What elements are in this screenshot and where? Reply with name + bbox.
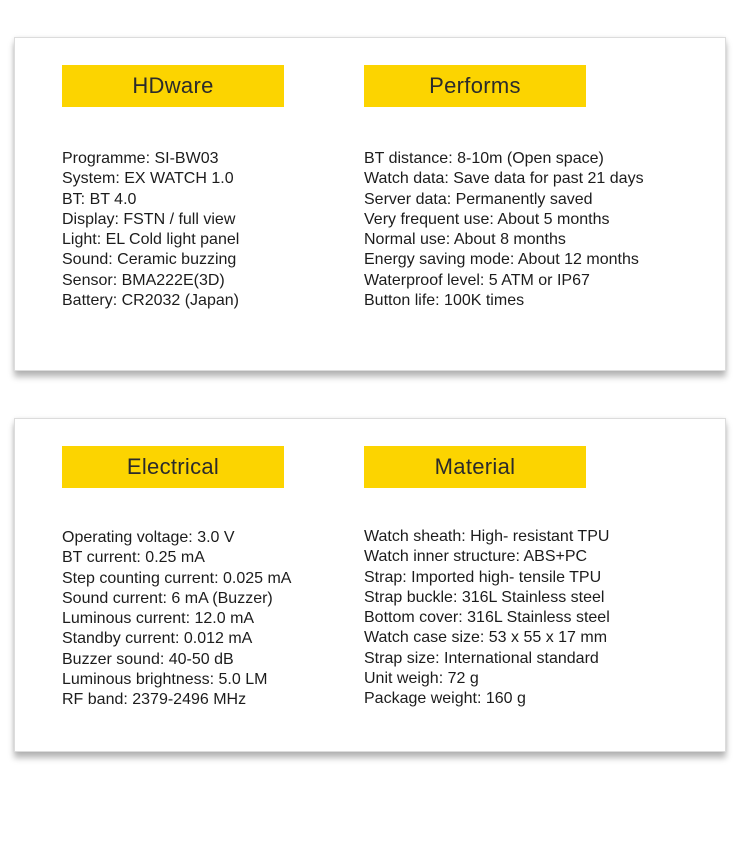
spec-item: Watch inner structure: ABS+PC (364, 548, 588, 566)
spec-item: Sound: Ceramic buzzing (62, 251, 237, 269)
spec-item: Light: EL Cold light panel (62, 231, 240, 249)
spec-item: RF band: 2379-2496 MHz (62, 691, 247, 709)
spec-item: Watch case size: 53 x 55 x 17 mm (364, 629, 608, 647)
spec-item: Package weight: 160 g (364, 690, 526, 708)
spec-item: Button life: 100K times (364, 292, 525, 310)
spec-item: Luminous current: 12.0 mA (62, 610, 255, 628)
performance-column (364, 65, 644, 311)
material-spec-list (364, 527, 610, 710)
spec-card-hardware-performance (14, 37, 726, 371)
spec-item: BT distance: 8-10m (Open space) (364, 150, 604, 167)
spec-item: Standby current: 0.012 mA (62, 630, 253, 648)
spec-item: Programme: SI-BW03 (62, 150, 219, 167)
spec-item: Sound current: 6 mA (Buzzer) (62, 589, 273, 607)
spec-item: Watch data: Save data for past 21 days (364, 170, 644, 188)
section-title-electrical: Electrical (62, 446, 284, 488)
electrical-spec-list (62, 528, 291, 711)
hardware-column (62, 65, 284, 311)
spec-item: Server data: Permanently saved (364, 190, 593, 208)
spec-item: Luminous brightness: 5.0 LM (62, 671, 268, 689)
spec-item: Sensor: BMA222E(3D) (62, 271, 225, 289)
spec-item: BT current: 0.25 mA (62, 549, 205, 567)
electrical-column (62, 446, 291, 711)
spec-item: Unit weigh: 72 g (364, 670, 479, 688)
spec-item: Energy saving mode: About 12 months (364, 251, 639, 269)
spec-item: Operating voltage: 3.0 V (62, 529, 235, 546)
spec-item: Normal use: About 8 months (364, 231, 566, 249)
spec-card-electrical-material (14, 418, 726, 752)
spec-item: Bottom cover: 316L Stainless steel (364, 609, 610, 627)
section-title-hdware: HDware (62, 65, 284, 107)
section-title-material: Material (364, 446, 586, 488)
spec-item: Waterproof level: 5 ATM or IP67 (364, 271, 590, 289)
spec-item: Strap size: International standard (364, 649, 599, 667)
spec-item: Buzzer sound: 40-50 dB (62, 650, 234, 668)
spec-item: Strap: Imported high- tensile TPU (364, 568, 602, 586)
spec-item: Strap buckle: 316L Stainless steel (364, 588, 605, 606)
material-column (364, 446, 610, 710)
spec-item: Display: FSTN / full view (62, 210, 236, 228)
section-title-performs: Performs (364, 65, 586, 107)
spec-item: System: EX WATCH 1.0 (62, 170, 234, 188)
spec-item: Battery: CR2032 (Japan) (62, 292, 239, 310)
spec-item: Very frequent use: About 5 months (364, 210, 610, 228)
performs-spec-list (364, 149, 644, 311)
spec-item: Step counting current: 0.025 mA (62, 569, 292, 587)
spec-item: Watch sheath: High- resistant TPU (364, 528, 610, 545)
spec-item: BT: BT 4.0 (62, 190, 137, 208)
hdware-spec-list (62, 149, 284, 311)
